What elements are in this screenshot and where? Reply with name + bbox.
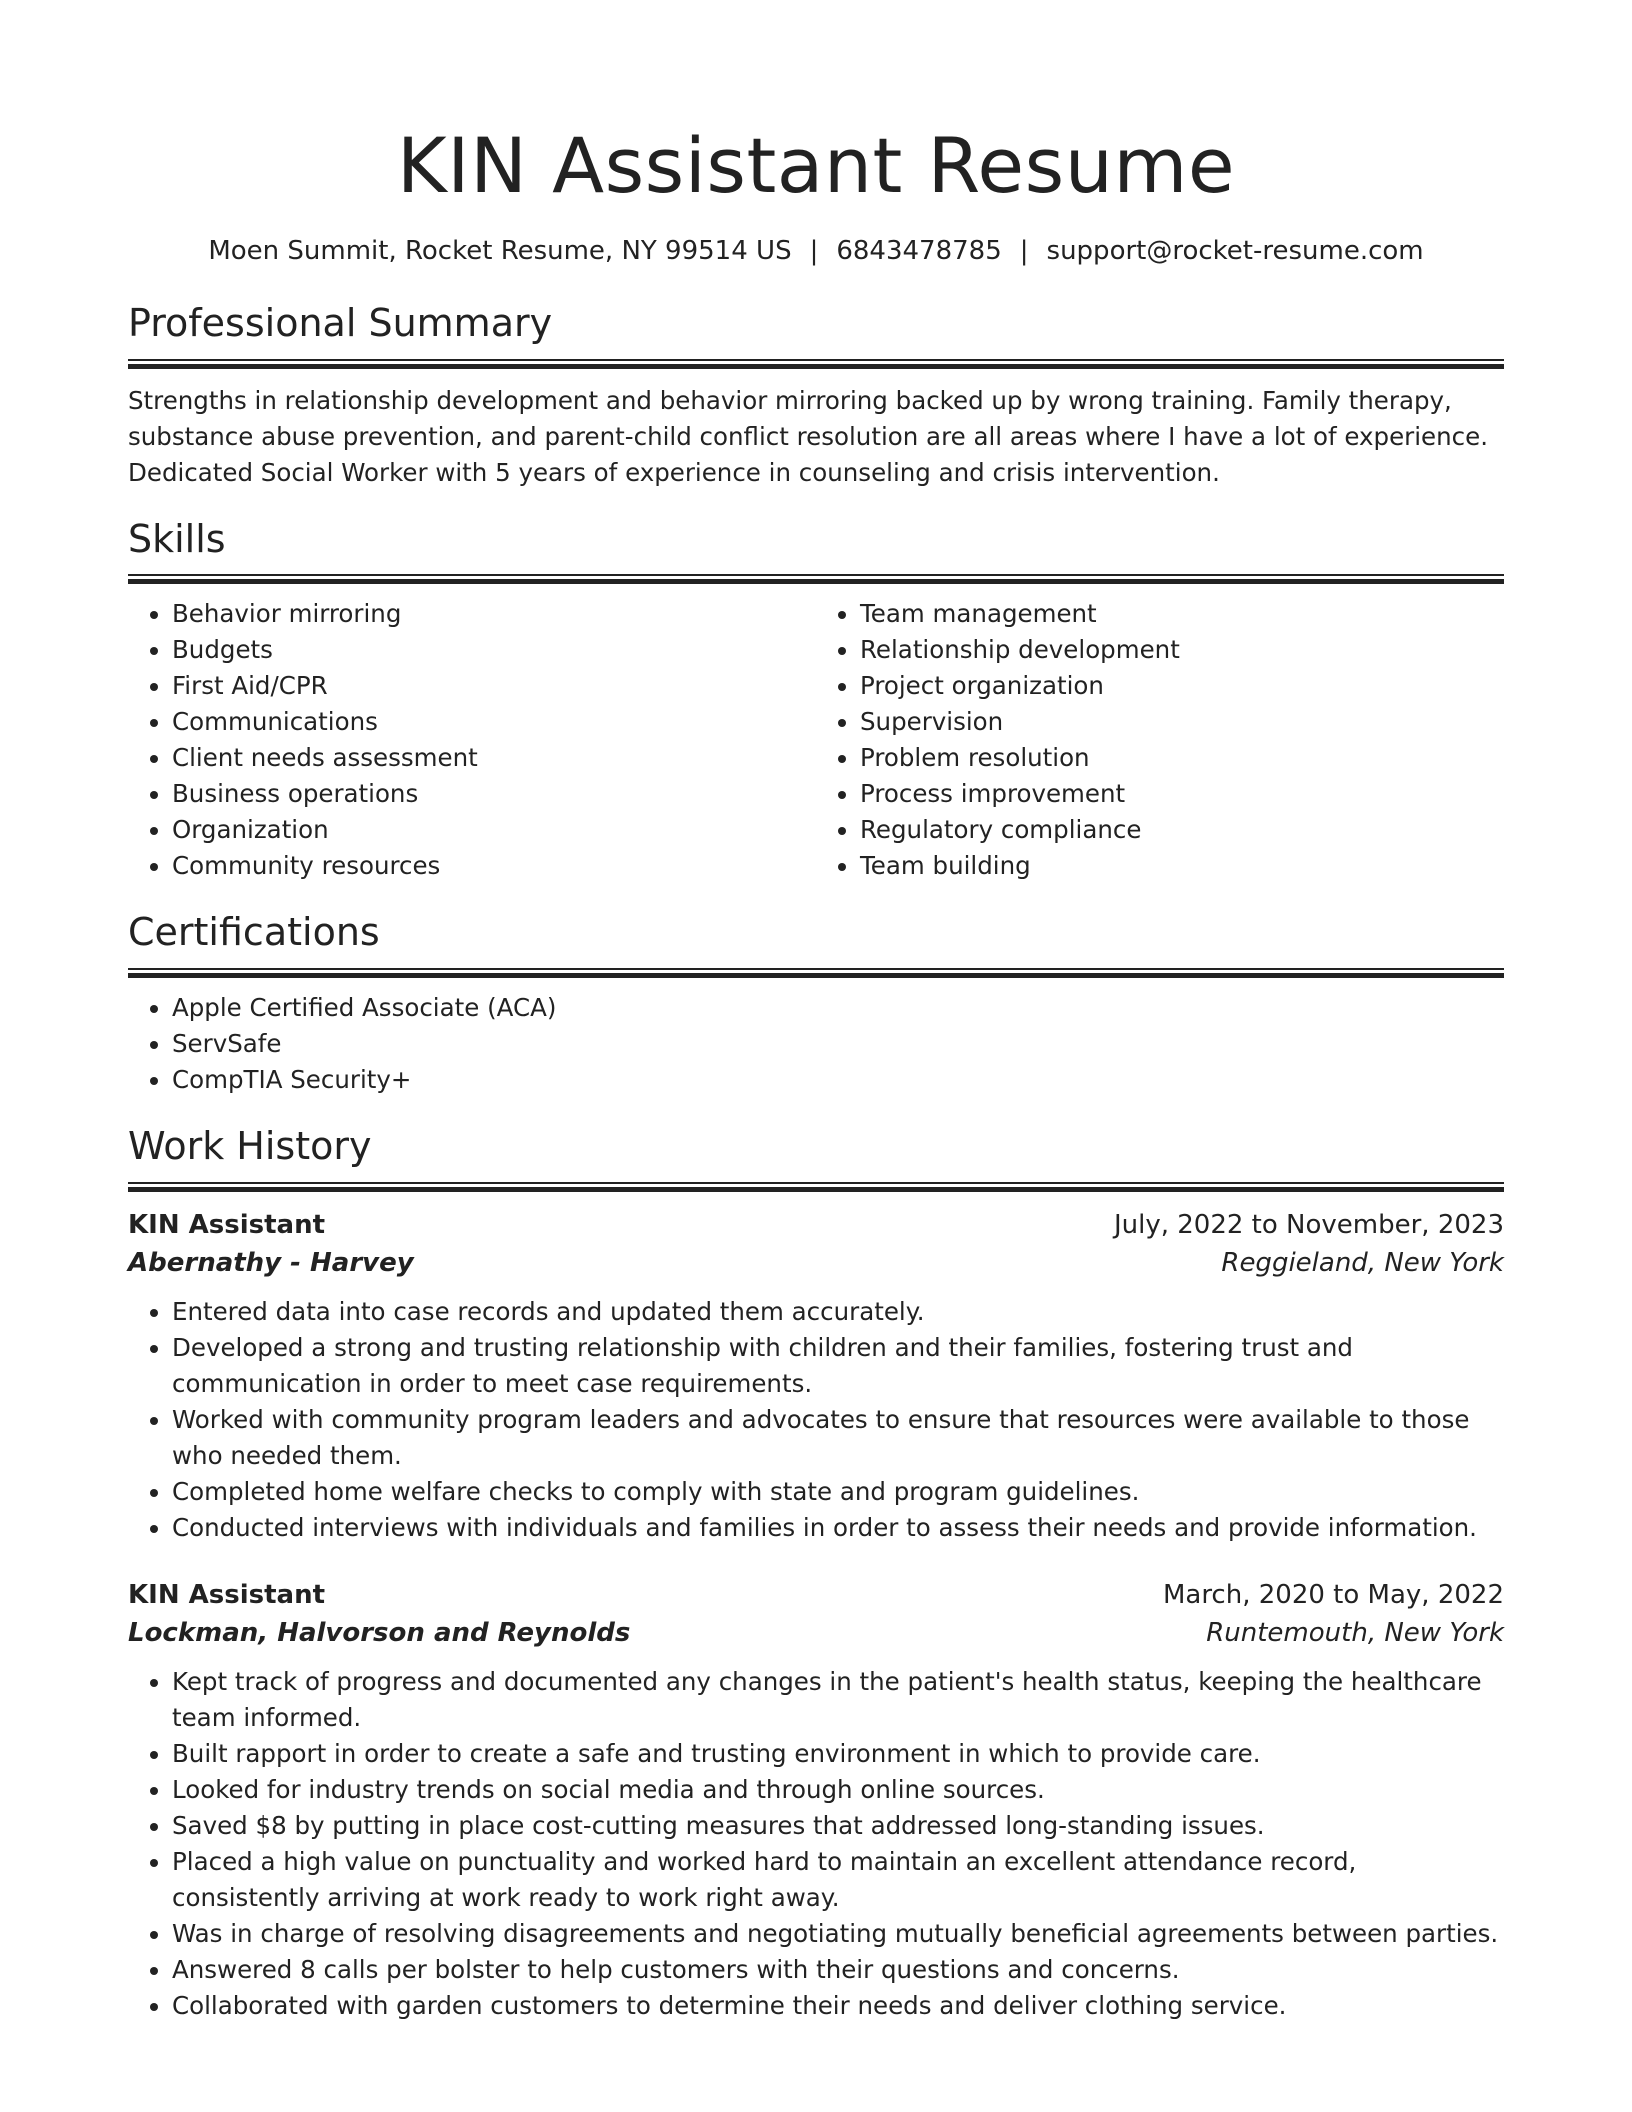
job-entry: [128, 1580, 1504, 2024]
job-duty: • Worked with community program leaders and advocates to ensure that resources were available to those who needed them.: [172, 1402, 1504, 1474]
contact-separator: |: [1019, 236, 1029, 266]
job-duty: • Conducted interviews with individuals and families in order to assess their needs and provide information.: [172, 1510, 1504, 1546]
job-entry: [128, 1210, 1504, 1546]
skills-section: [128, 517, 1504, 885]
skill-item: • Supervision: [860, 704, 1504, 740]
job-duty: • Placed a high value on punctuality and worked hard to maintain an excellent attendance record, consistently arriving at work ready to work right away.: [172, 1844, 1504, 1916]
job-subheader: [128, 1248, 1504, 1278]
job-duty: • Looked for industry trends on social media and through online sources.: [172, 1772, 1504, 1808]
job-duty: • Developed a strong and trusting relationship with children and their families, fostering trust and communication in order to meet case requirements.: [172, 1330, 1504, 1402]
work-history-section: [128, 1124, 1504, 2024]
section-divider: [128, 574, 1504, 584]
skill-item: • Community resources: [172, 848, 816, 884]
section-divider: [128, 1182, 1504, 1192]
summary-text: Strengths in relationship development and behavior mirroring backed up by wrong training. Family therapy, substance abuse prevention, and parent-child conflict resolution are all areas where I have a lot of experience. Dedicated Social Worker with 5 years of experience in counseling and crisis intervention.: [128, 385, 1488, 487]
skill-item: • Behavior mirroring: [172, 596, 816, 632]
certification-item: • ServSafe: [172, 1026, 1504, 1062]
job-dates: March, 2020 to May, 2022: [1162, 1579, 1504, 1610]
job-company: Lockman, Halvorson and Reynolds: [128, 1617, 631, 1648]
skill-item: • Regulatory compliance: [860, 812, 1504, 848]
skills-heading: Skills: [128, 516, 226, 561]
job-duty: • Saved $8 by putting in place cost-cutting measures that addressed long-standing issues.: [172, 1808, 1504, 1844]
job-location: Runtemouth, New York: [1206, 1617, 1504, 1648]
job-duty: • Kept track of progress and documented any changes in the patient's health status, keeping the healthcare team informed.: [172, 1664, 1504, 1736]
job-dates: July, 2022 to November, 2023: [1113, 1209, 1504, 1240]
job-company: Abernathy - Harvey: [128, 1247, 414, 1278]
job-header: [128, 1580, 1504, 1610]
summary-section: [128, 301, 1504, 491]
skill-item: • First Aid/CPR: [172, 668, 816, 704]
contact-phone: 6843478785: [836, 236, 1002, 266]
job-title: KIN Assistant: [128, 1209, 326, 1240]
skill-item: • Communications: [172, 704, 816, 740]
skills-list-left: [128, 596, 816, 884]
skill-item: • Budgets: [172, 632, 816, 668]
skills-grid: [128, 596, 1504, 884]
certifications-section: [128, 910, 1504, 1098]
section-divider: [128, 968, 1504, 978]
skill-item: • Problem resolution: [860, 740, 1504, 776]
resume-title: KIN Assistant Resume: [396, 121, 1236, 210]
certification-item: • CompTIA Security+: [172, 1062, 1504, 1098]
work-history-heading: Work History: [128, 1123, 372, 1168]
contact-address: Moen Summit, Rocket Resume, NY 99514 US: [208, 236, 792, 266]
job-title: KIN Assistant: [128, 1579, 326, 1610]
skill-item: • Project organization: [860, 668, 1504, 704]
contact-separator: |: [809, 236, 819, 266]
job-location: Reggieland, New York: [1221, 1247, 1504, 1278]
certification-item: • Apple Certified Associate (ACA): [172, 990, 1504, 1026]
job-header: [128, 1210, 1504, 1240]
skill-item: • Process improvement: [860, 776, 1504, 812]
job-duty: • Was in charge of resolving disagreements and negotiating mutually beneficial agreements between parties.: [172, 1916, 1504, 1952]
job-subheader: [128, 1618, 1504, 1648]
summary-heading: Professional Summary: [128, 301, 553, 346]
skill-item: • Business operations: [172, 776, 816, 812]
job-duty: • Answered 8 calls per bolster to help customers with their questions and concerns.: [172, 1952, 1504, 1988]
contact-line: [128, 236, 1504, 267]
certifications-heading: Certifications: [128, 910, 380, 955]
job-duty: • Built rapport in order to create a safe and trusting environment in which to provide care.: [172, 1736, 1504, 1772]
section-divider: [128, 359, 1504, 369]
skills-list-right: [816, 596, 1504, 884]
skill-item: • Team building: [860, 848, 1504, 884]
certifications-list: [128, 990, 1504, 1098]
skill-item: • Client needs assessment: [172, 740, 816, 776]
skill-item: • Organization: [172, 812, 816, 848]
job-duties-list: [128, 1664, 1504, 2024]
job-duty: • Entered data into case records and updated them accurately.: [172, 1294, 1504, 1330]
job-duty: • Collaborated with garden customers to determine their needs and deliver clothing service.: [172, 1988, 1504, 2024]
skill-item: • Relationship development: [860, 632, 1504, 668]
skill-item: • Team management: [860, 596, 1504, 632]
contact-email: support@rocket-resume.com: [1046, 236, 1424, 266]
job-duties-list: [128, 1294, 1504, 1546]
job-duty: • Completed home welfare checks to comply with state and program guidelines.: [172, 1474, 1504, 1510]
